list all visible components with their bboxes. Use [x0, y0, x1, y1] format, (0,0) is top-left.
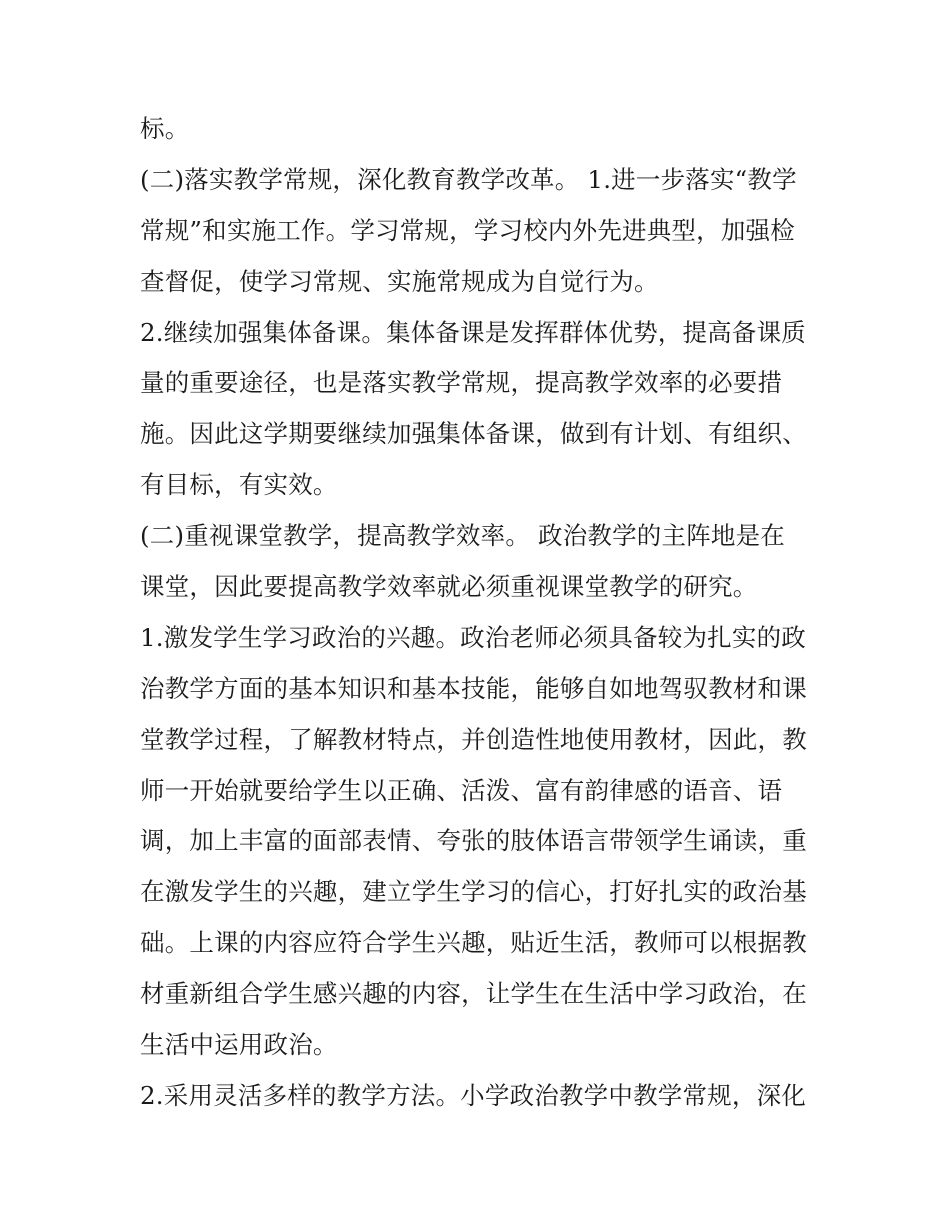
text-line: 量的重要途径，也是落实教学常规，提高教学效率的必要措: [140, 368, 783, 398]
text-line: (二)重视课堂教学，提高教学效率。 政治教学的主阵地是在: [140, 521, 786, 551]
text-line: 础。上课的内容应符合学生兴趣，贴近生活，教师可以根据教: [140, 928, 807, 958]
text-line: 生活中运用政治。: [140, 1030, 338, 1060]
text-line: 调，加上丰富的面部表情、夸张的肢体语言带领学生诵读，重: [140, 826, 807, 856]
text-line: 查督促，使学习常规、实施常规成为自觉行为。: [140, 266, 659, 296]
text-line: 施。因此这学期要继续加强集体备课，做到有计划、有组织、: [140, 419, 807, 449]
text-line: 材重新组合学生感兴趣的内容，让学生在生活中学习政治，在: [140, 979, 807, 1009]
text-line: 师一开始就要给学生以正确、活泼、富有韵律感的语音、语: [140, 775, 783, 805]
text-line: 有目标，有实效。: [140, 470, 338, 500]
text-line: 2.继续加强集体备课。集体备课是发挥群体优势，提高备课质: [140, 317, 806, 347]
text-line: (二)落实教学常规，深化教育教学改革。 1.进一步落实“教学: [140, 164, 797, 194]
text-line: 在激发学生的兴趣，建立学生学习的信心，打好扎实的政治基: [140, 877, 807, 907]
text-line: 2.采用灵活多样的教学方法。小学政治教学中教学常规，深化: [140, 1080, 806, 1110]
body-text: [140, 104, 820, 1122]
text-line: 常规”和实施工作。学习常规，学习校内外先进典型，加强检: [140, 215, 795, 245]
text-line: 课堂，因此要提高教学效率就必须重视课堂教学的研究。: [140, 572, 758, 602]
text-line: 治教学方面的基本知识和基本技能，能够自如地驾驭教材和课: [140, 673, 807, 703]
text-line: 1.激发学生学习政治的兴趣。政治老师必须具备较为扎实的政: [140, 622, 806, 652]
text-line: 堂教学过程，了解教材特点，并创造性地使用教材，因此，教: [140, 724, 807, 754]
text-line: 标。: [140, 114, 190, 143]
